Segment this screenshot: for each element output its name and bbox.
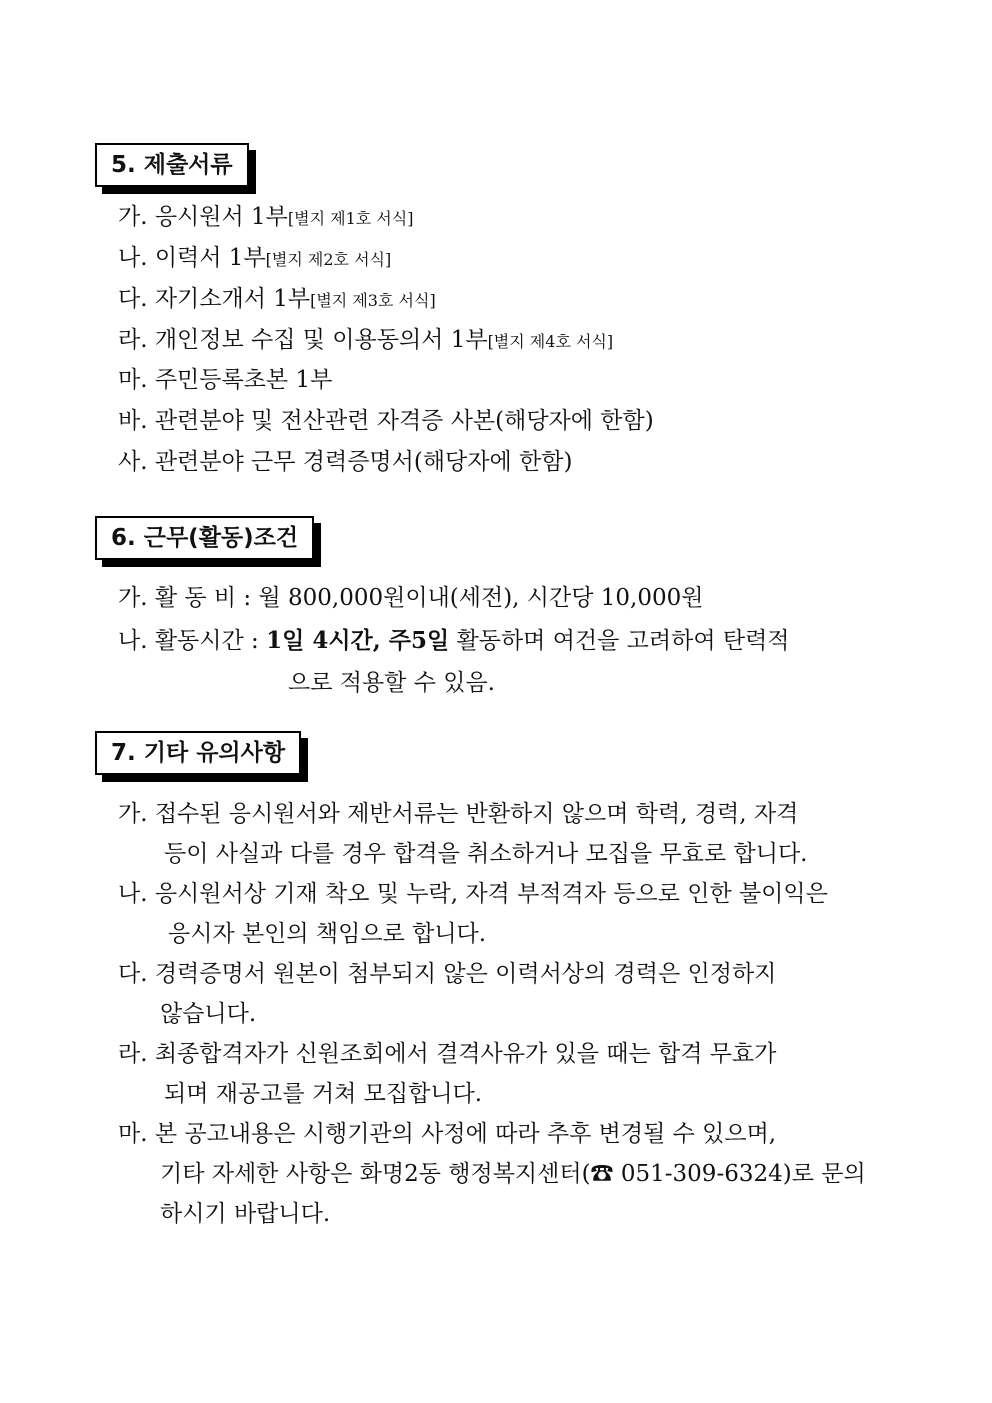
list-item-continuation: 기타 자세한 사항은 화명2동 행정복지센터(☎ 051-309-6324)로 문의 — [160, 1161, 866, 1187]
list-item: 가. 활 동 비 : 월 800,000원이내(세전), 시간당 10,000원 — [118, 585, 704, 611]
section-5-title: 5. 제출서류 — [95, 143, 249, 187]
list-item-continuation: 등이 사실과 다를 경우 합격을 취소하거나 모집을 무효로 합니다. — [164, 841, 808, 867]
list-item: 바. 관련분야 및 전산관련 자격증 사본(해당자에 한함) — [118, 408, 654, 434]
list-item: 라. 최종합격자가 신원조회에서 결격사유가 있을 때는 합격 무효가 — [118, 1041, 777, 1067]
list-item: 사. 관련분야 근무 경력증명서(해당자에 한함) — [118, 449, 573, 475]
list-item: 마. 본 공고내용은 시행기관의 사정에 따라 추후 변경될 수 있으며, — [118, 1121, 777, 1147]
list-item: 나. 응시원서상 기재 착오 및 누락, 자격 부적격자 등으로 인한 불이익은 — [118, 881, 828, 907]
list-item-continuation: 않습니다. — [160, 1001, 257, 1027]
list-item: 나. 활동시간 : 1일 4시간, 주5일 활동하며 여건을 고려하여 탄력적 — [118, 627, 790, 654]
list-item: 가. 응시원서 1부[별지 제1호 서식] — [118, 204, 414, 230]
list-item: 라. 개인정보 수집 및 이용동의서 1부[별지 제4호 서식] — [118, 327, 614, 353]
list-item-continuation: 응시자 본인의 책임으로 합니다. — [168, 921, 487, 947]
section-7-title: 7. 기타 유의사항 — [95, 731, 301, 775]
list-item: 다. 경력증명서 원본이 첨부되지 않은 이력서상의 경력은 인정하지 — [118, 961, 777, 987]
list-item-continuation: 으로 적용할 수 있음. — [288, 670, 495, 696]
list-item: 마. 주민등록초본 1부 — [118, 367, 333, 393]
list-item-continuation: 하시기 바랍니다. — [160, 1201, 331, 1227]
list-item: 다. 자기소개서 1부[별지 제3호 서식] — [118, 286, 436, 312]
list-item: 나. 이력서 1부[별지 제2호 서식] — [118, 245, 392, 271]
list-item-continuation: 되며 재공고를 거쳐 모집합니다. — [164, 1081, 483, 1107]
section-6-title: 6. 근무(활동)조건 — [95, 516, 314, 560]
list-item: 가. 접수된 응시원서와 제반서류는 반환하지 않으며 학력, 경력, 자격 — [118, 801, 799, 827]
